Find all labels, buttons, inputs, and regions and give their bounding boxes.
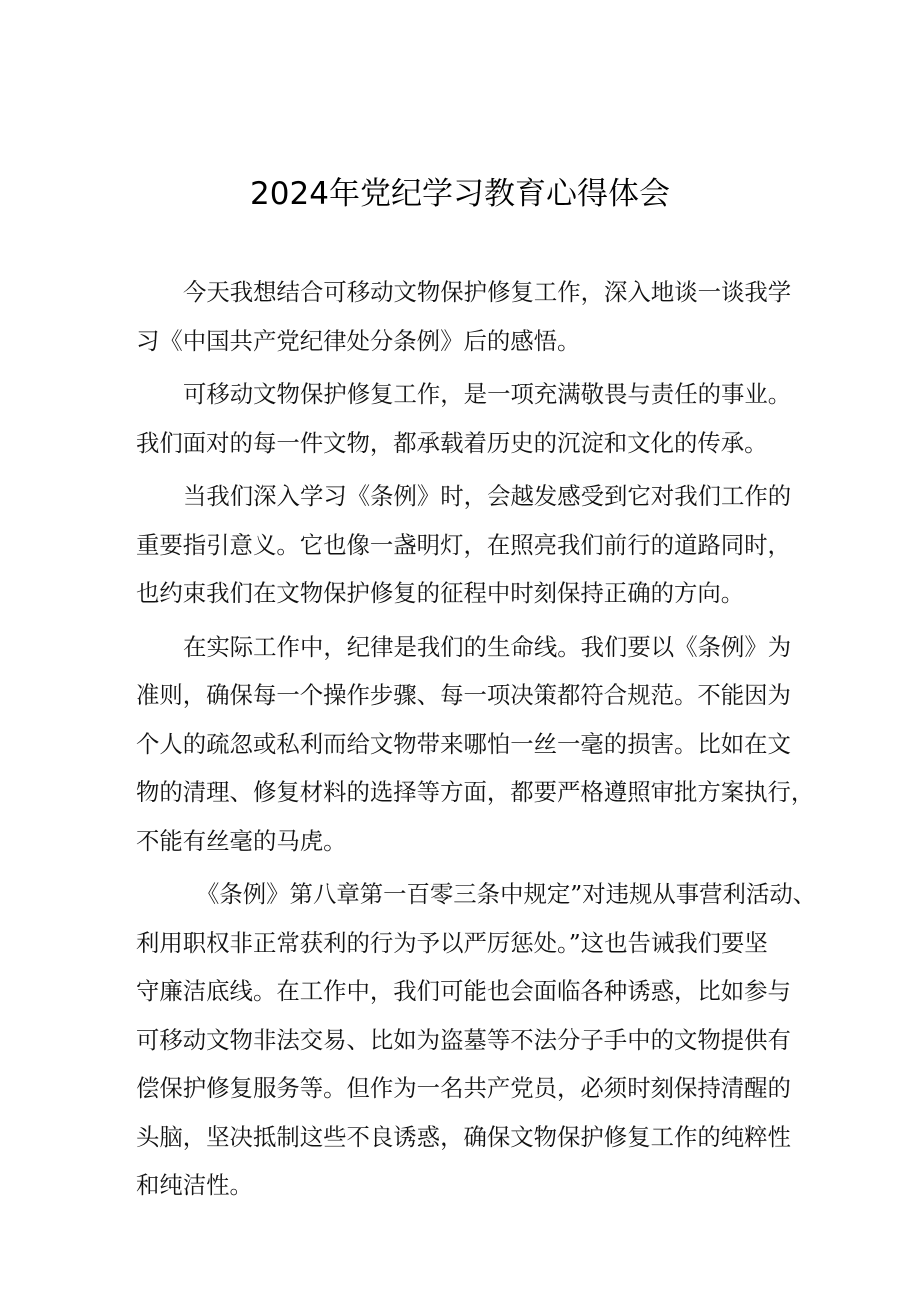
paragraph-5-line-6: 头脑，坚决抵制这些不良诱惑，确保文物保护修复工作的纯粹性 — [136, 1122, 791, 1151]
paragraph-5-line-1: 《条例》第八章第一百零三条中规定”对违规从事营利活动、 — [196, 880, 817, 908]
paragraph-1-line-1: 今天我想结合可移动文物保护修复工作，深入地谈一谈我学 — [183, 278, 792, 306]
paragraph-4-line-3: 个人的疏忽或私利而给文物带来哪怕一丝一毫的损害。比如在文 — [136, 729, 791, 758]
paragraph-3-line-2: 重要指引意义。它也像一盏明灯，在照亮我们前行的道路同时， — [136, 530, 791, 559]
paragraph-4-line-1: 在实际工作中，纪律是我们的生命线。我们要以《条例》为 — [183, 632, 792, 661]
paragraph-4-line-5: 不能有丝毫的马虎。 — [136, 826, 347, 855]
paragraph-2-line-1: 可移动文物保护修复工作，是一项充满敬畏与责任的事业。 — [183, 380, 792, 408]
paragraph-2-line-2: 我们面对的每一件文物，都承载着历史的沉淀和文化的传承。 — [136, 428, 768, 457]
paragraph-3-line-3: 也约束我们在文物保护修复的征程中时刻保持正确的方向。 — [136, 579, 745, 607]
paragraph-4-line-4: 物的清理、修复材料的选择等方面，都要严格遵照审批方案执行， — [136, 778, 815, 806]
paragraph-3-line-1: 当我们深入学习《条例》时，会越发感受到它对我们工作的 — [183, 482, 792, 510]
paragraph-5-line-5: 偿保护修复服务等。但作为一名共产党员，必须时刻保持清醒的 — [136, 1074, 791, 1102]
document-title: 2024年党纪学习教育心得体会 — [250, 176, 670, 212]
paragraph-4-line-2: 准则，确保每一个操作步骤、每一项决策都符合规范。不能因为 — [136, 681, 791, 709]
paragraph-1-line-2: 习《中国共产党纪律处分条例》后的感悟。 — [136, 326, 581, 355]
paragraph-5-line-2: 利用职权非正常获利的行为予以严厉惩处。”这也告诫我们要坚 — [136, 928, 768, 957]
document-body — [136, 274, 817, 1216]
paragraph-5-line-4: 可移动文物非法交易、比如为盗墓等不法分子手中的文物提供有 — [136, 1025, 791, 1054]
paragraph-5-line-3: 守廉洁底线。在工作中，我们可能也会面临各种诱惑，比如参与 — [136, 977, 791, 1005]
paragraph-5-line-7: 和纯洁性。 — [136, 1171, 253, 1199]
